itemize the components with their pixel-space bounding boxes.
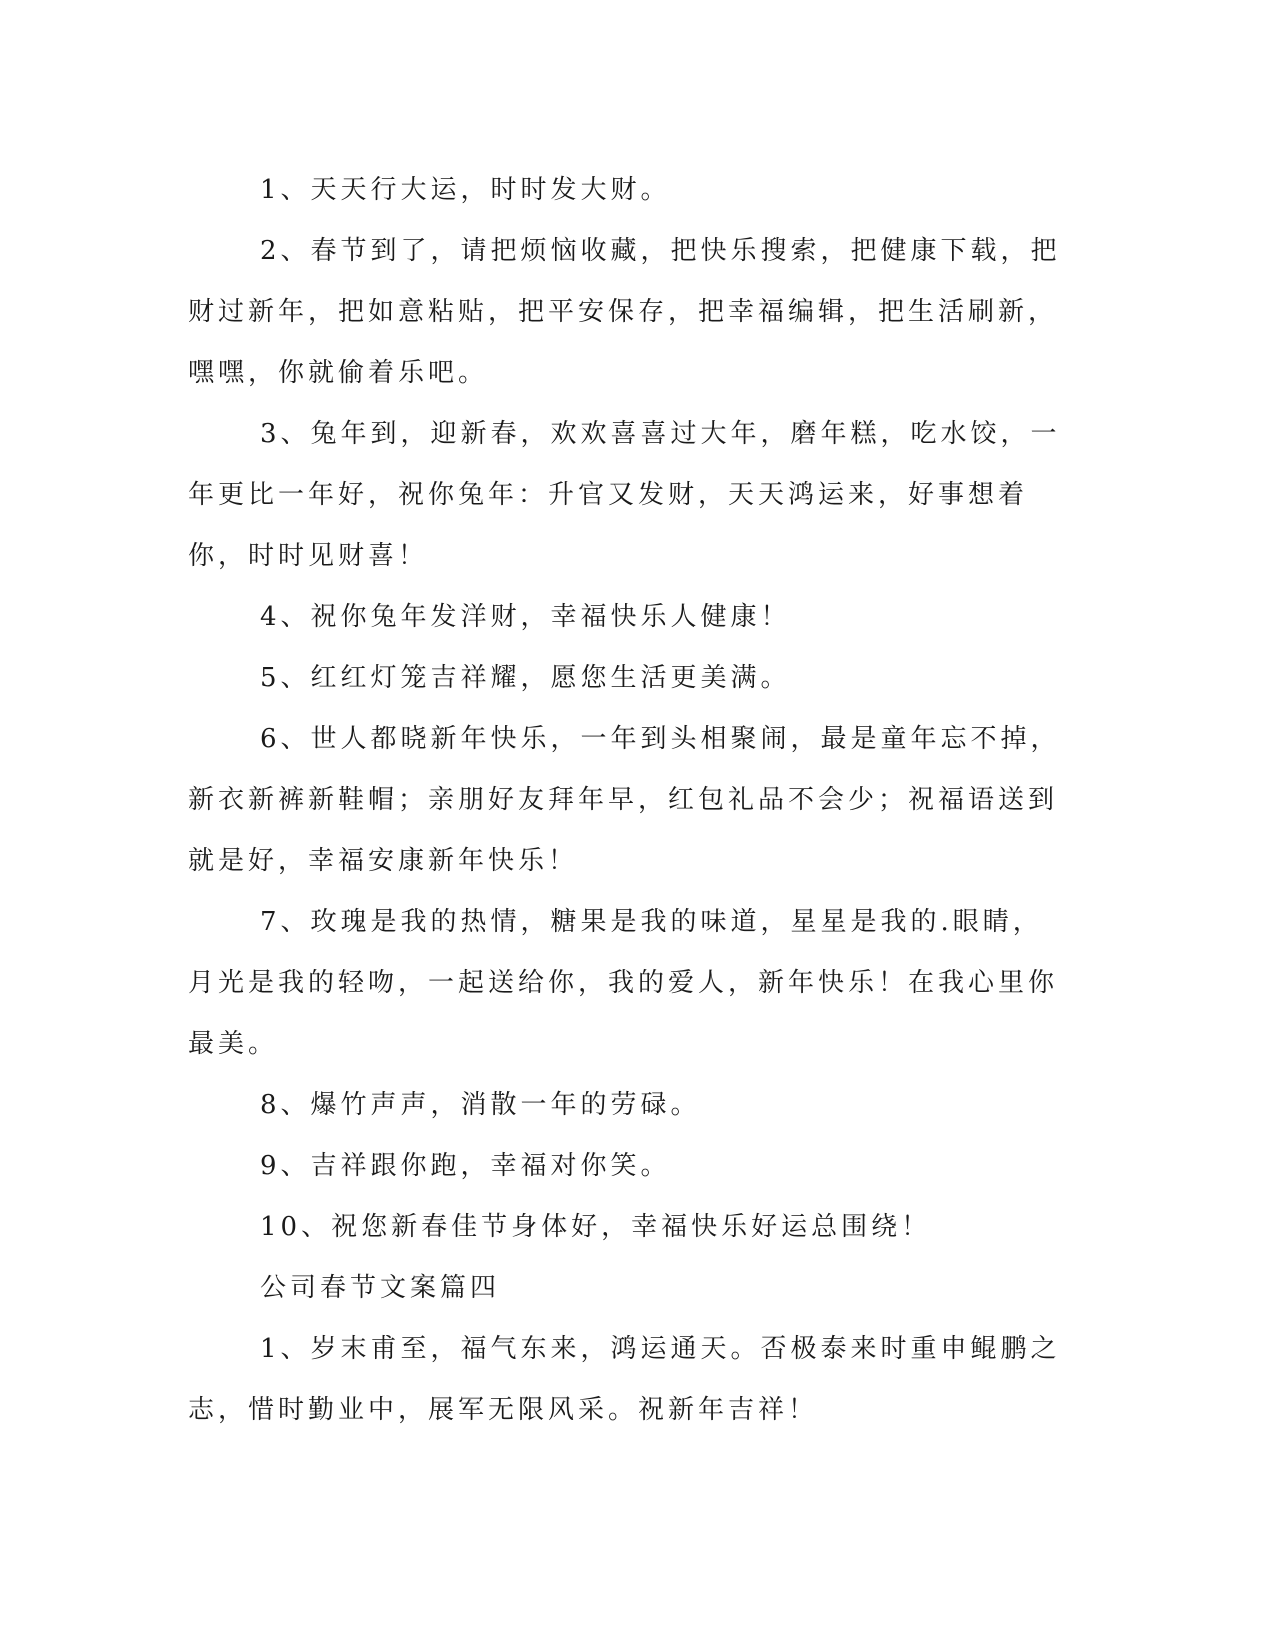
paragraph-4: 4、祝你兔年发洋财，幸福快乐人健康！ — [260, 602, 791, 632]
paragraph-3: 3、兔年到，迎新春，欢欢喜喜过大年，磨年糕，吃水饺，一年更比一年好，祝你兔年：升官又发财，天天鸿运来，好事想着你，时时见财喜！ — [188, 419, 1061, 571]
section-heading: 公司春节文案篇四 — [260, 1273, 501, 1303]
paragraph-5: 5、红红灯笼吉祥耀，愿您生活更美满。 — [260, 663, 791, 693]
paragraph-2: 2、春节到了，请把烦恼收藏，把快乐搜索，把健康下载，把财过新年，把如意粘贴，把平安保存，把幸福编辑，把生活刷新，嘿嘿，你就偷着乐吧。 — [188, 236, 1061, 388]
paragraph-1: 1、天天行大运，时时发大财。 — [260, 175, 671, 205]
paragraph-11: 1、岁末甫至，福气东来，鸿运通天。否极泰来时重申鲲鹏之志，惜时勤业中，展军无限风采。祝新年吉祥！ — [188, 1334, 1061, 1425]
paragraph-10: 10、祝您新春佳节身体好，幸福快乐好运总围绕！ — [260, 1212, 932, 1242]
paragraph-7: 7、玫瑰是我的热情，糖果是我的味道，星星是我的.眼睛，月光是我的轻吻，一起送给你，我的爱人，新年快乐！在我心里你最美。 — [188, 907, 1059, 1059]
document-body — [188, 160, 1068, 1441]
paragraph-6: 6、世人都晓新年快乐，一年到头相聚闹，最是童年忘不掉，新衣新裤新鞋帽；亲朋好友拜年早，红包礼品不会少；祝福语送到就是好，幸福安康新年快乐！ — [188, 724, 1061, 876]
paragraph-9: 9、吉祥跟你跑，幸福对你笑。 — [260, 1151, 671, 1181]
paragraph-8: 8、爆竹声声，消散一年的劳碌。 — [260, 1090, 701, 1120]
